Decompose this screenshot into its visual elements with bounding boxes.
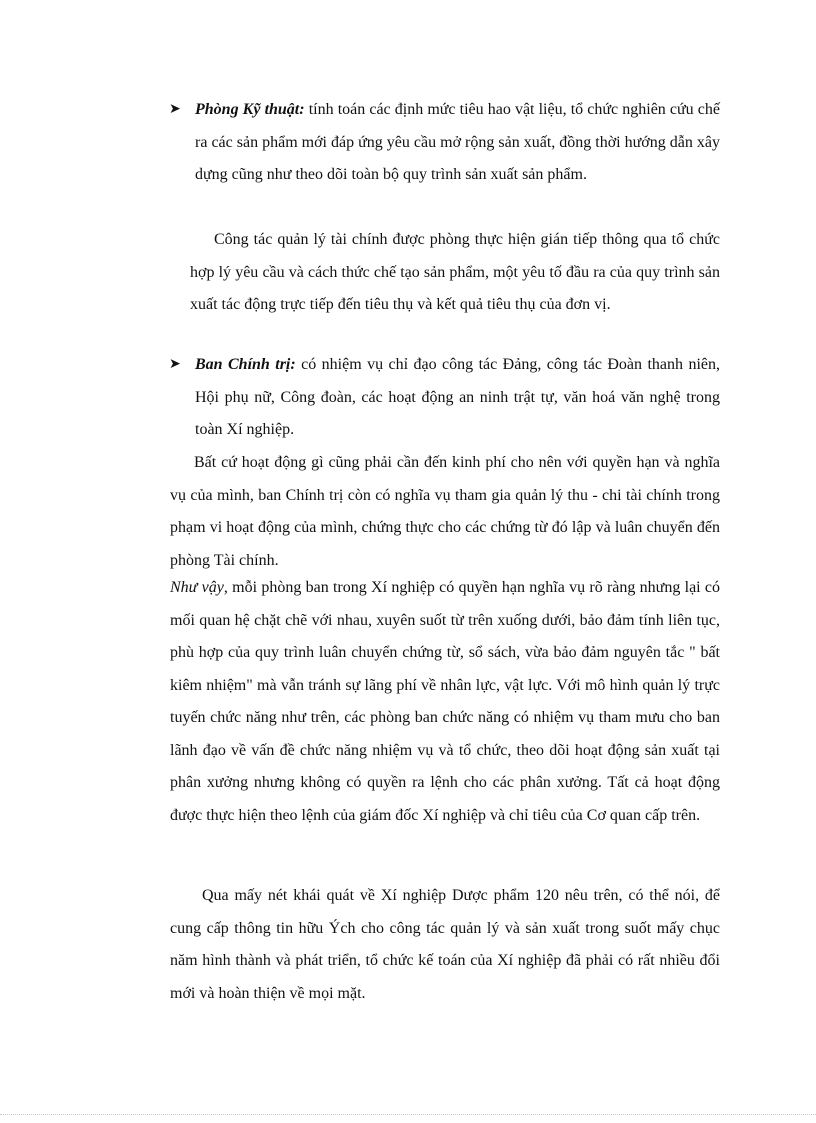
paragraph-conclusion bbox=[170, 572, 720, 832]
bullet-item-technical-dept bbox=[169, 94, 720, 192]
arrow-bullet-icon: ➤ bbox=[169, 102, 181, 117]
arrow-bullet-icon: ➤ bbox=[169, 357, 181, 372]
bullet-item-political-board bbox=[169, 349, 720, 447]
page-bottom-border bbox=[0, 1114, 816, 1115]
paragraph-summary: Qua mấy nét khái quát về Xí nghiệp Dược phẩm 120 nêu trên, có thể nói, để cung cấp thông tin hữu Ých cho công tác quản lý và sản xuất trong suốt mấy chục năm hình thành và phát triển, tổ chức kế toán của Xí nghiệp đã phải có rất nhiều đổi mới và hoàn thiện về mọi mặt. bbox=[170, 887, 720, 1002]
paragraph-text: , mỗi phòng ban trong Xí nghiệp có quyền hạn nghĩa vụ rõ ràng nhưng lại có mối quan hệ chặt chẽ với nhau, xuyên suốt từ trên xuống dưới, bảo đảm tính liên tục, phù hợp của quy trình luân chuyển chứng từ, sổ sách, vừa bảo đảm nguyên tắc " bất kiêm nhiệm" mà vẫn tránh sự lãng phí về nhân lực, vật lực. Với mô hình quản lý trực tuyến chức năng như trên, các phòng ban chức năng có nhiệm vụ tham mưu cho ban lãnh đạo về vấn đề chức năng nhiệm vụ và tổ chức, theo dõi hoạt động sản xuất tại phân xưởng nhưng không có quyền ra lệnh cho các phân xưởng. Tất cả hoạt động được thực hiện theo lệnh của giám đốc Xí nghiệp và chỉ tiêu của Cơ quan cấp trên. bbox=[170, 579, 721, 824]
paragraph-funding-duties: Bất cứ hoạt động gì cũng phải cần đến kinh phí cho nên với quyền hạn và nghĩa vụ của mình, ban Chính trị còn có nghĩa vụ tham gia quản lý thu - chi tài chính trong phạm vi hoạt động của mình, chứng thực cho các chứng từ đó lập và luân chuyển đến phòng Tài chính. bbox=[170, 454, 720, 569]
bullet-text: tính toán các định mức tiêu hao vật liệu, tổ chức nghiên cứu chế ra các sản phẩm mới đáp ứng yêu cầu mở rộng sản xuất, đồng thời hướng dẫn xây dựng cũng như theo dõi toàn bộ quy trình sản xuất sản phẩm. bbox=[195, 101, 720, 183]
paragraph-lead: Như vậy bbox=[170, 579, 224, 596]
bullet-text: có nhiệm vụ chỉ đạo công tác Đảng, công tác Đoàn thanh niên, Hội phụ nữ, Công đoàn, các hoạt động an ninh trật tự, văn hoá văn nghệ trong toàn Xí nghiệp. bbox=[195, 356, 720, 438]
bullet-lead: Ban Chính trị: bbox=[195, 356, 296, 373]
paragraph-finance-management: Công tác quản lý tài chính được phòng thực hiện gián tiếp thông qua tổ chức hợp lý yêu cầu và cách thức chế tạo sản phẩm, một yêu tố đầu ra của quy trình sản xuất tác động trực tiếp đến tiêu thụ và kết quả tiêu thụ của đơn vị. bbox=[190, 231, 720, 313]
bullet-lead: Phòng Kỹ thuật: bbox=[195, 101, 305, 118]
